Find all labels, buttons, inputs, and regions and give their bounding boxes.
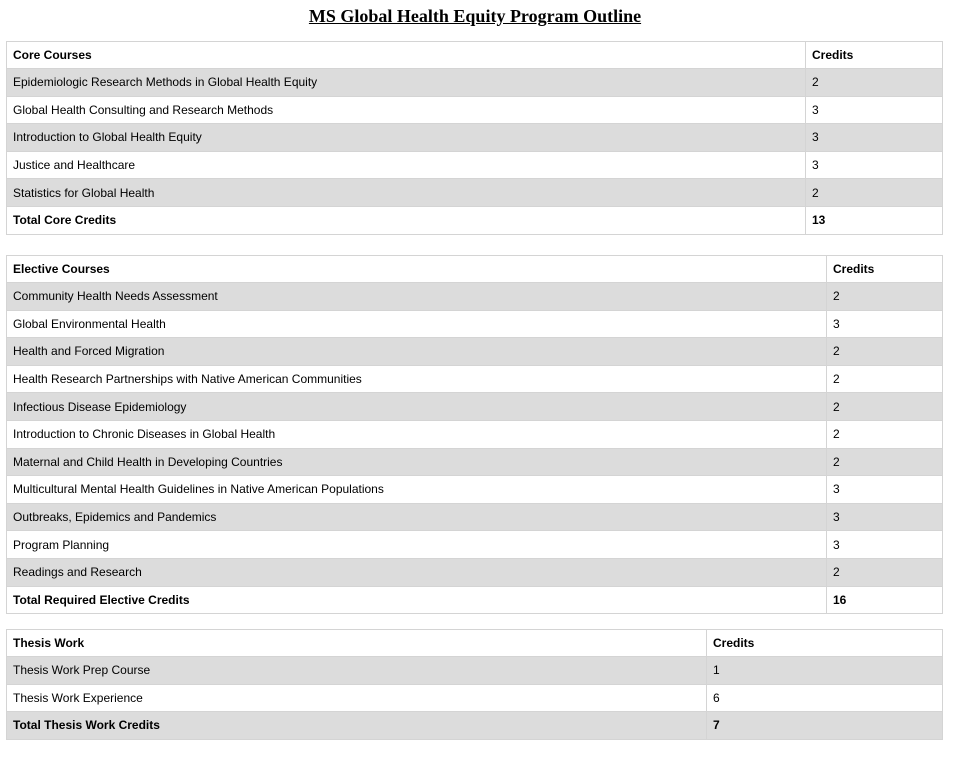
course-credits: 6 (707, 684, 943, 712)
elective-courses-table (6, 255, 943, 614)
course-name: Health and Forced Migration (7, 338, 827, 366)
course-credits: 3 (827, 476, 943, 504)
table-header-row (7, 256, 943, 283)
course-credits: 3 (806, 151, 943, 179)
total-credits: 13 (806, 206, 943, 234)
total-label: Total Thesis Work Credits (7, 712, 707, 740)
course-credits: 2 (827, 365, 943, 393)
course-credits: 2 (827, 283, 943, 311)
course-name: Introduction to Global Health Equity (7, 124, 806, 152)
table-row (7, 476, 943, 504)
table-row (7, 310, 943, 338)
total-row (7, 586, 943, 614)
course-name: Infectious Disease Epidemiology (7, 393, 827, 421)
course-credits: 3 (827, 531, 943, 559)
course-credits: 2 (806, 69, 943, 97)
table-row (7, 503, 943, 531)
total-label: Total Core Credits (7, 206, 806, 234)
course-credits: 2 (806, 179, 943, 207)
table-row (7, 531, 943, 559)
table-row (7, 365, 943, 393)
table-row (7, 393, 943, 421)
course-name: Global Environmental Health (7, 310, 827, 338)
course-credits: 2 (827, 448, 943, 476)
table-row (7, 684, 943, 712)
course-name: Introduction to Chronic Diseases in Global Health (7, 420, 827, 448)
course-credits: 3 (806, 96, 943, 124)
column-header-credits: Credits (806, 42, 943, 69)
total-credits: 7 (707, 712, 943, 740)
course-name: Justice and Healthcare (7, 151, 806, 179)
course-name: Readings and Research (7, 558, 827, 586)
core-courses-table (6, 41, 943, 235)
column-header-course: Elective Courses (7, 256, 827, 283)
table-row (7, 124, 943, 152)
thesis-work-table (6, 629, 943, 740)
column-header-credits: Credits (707, 630, 943, 657)
table-row (7, 558, 943, 586)
course-credits: 2 (827, 393, 943, 421)
course-credits: 3 (806, 124, 943, 152)
course-credits: 2 (827, 338, 943, 366)
course-name: Statistics for Global Health (7, 179, 806, 207)
table-header-row (7, 42, 943, 69)
course-credits: 1 (707, 657, 943, 685)
course-name: Outbreaks, Epidemics and Pandemics (7, 503, 827, 531)
course-name: Health Research Partnerships with Native American Communities (7, 365, 827, 393)
course-name: Thesis Work Prep Course (7, 657, 707, 685)
column-header-course: Core Courses (7, 42, 806, 69)
column-header-credits: Credits (827, 256, 943, 283)
table-row (7, 657, 943, 685)
table-row (7, 96, 943, 124)
course-credits: 2 (827, 558, 943, 586)
course-credits: 3 (827, 503, 943, 531)
course-credits: 3 (827, 310, 943, 338)
table-row (7, 448, 943, 476)
page-title: MS Global Health Equity Program Outline (308, 6, 642, 26)
course-name: Multicultural Mental Health Guidelines in Native American Populations (7, 476, 827, 504)
table-row (7, 69, 943, 97)
column-header-course: Thesis Work (7, 630, 707, 657)
table-row (7, 151, 943, 179)
table-row (7, 179, 943, 207)
course-name: Thesis Work Experience (7, 684, 707, 712)
course-credits: 2 (827, 420, 943, 448)
course-name: Program Planning (7, 531, 827, 559)
total-label: Total Required Elective Credits (7, 586, 827, 614)
table-header-row (7, 630, 943, 657)
course-name: Global Health Consulting and Research Methods (7, 96, 806, 124)
course-name: Maternal and Child Health in Developing Countries (7, 448, 827, 476)
table-row (7, 283, 943, 311)
table-row (7, 420, 943, 448)
table-row (7, 338, 943, 366)
total-row (7, 712, 943, 740)
total-row (7, 206, 943, 234)
total-credits: 16 (827, 586, 943, 614)
course-name: Epidemiologic Research Methods in Global Health Equity (7, 69, 806, 97)
course-name: Community Health Needs Assessment (7, 283, 827, 311)
